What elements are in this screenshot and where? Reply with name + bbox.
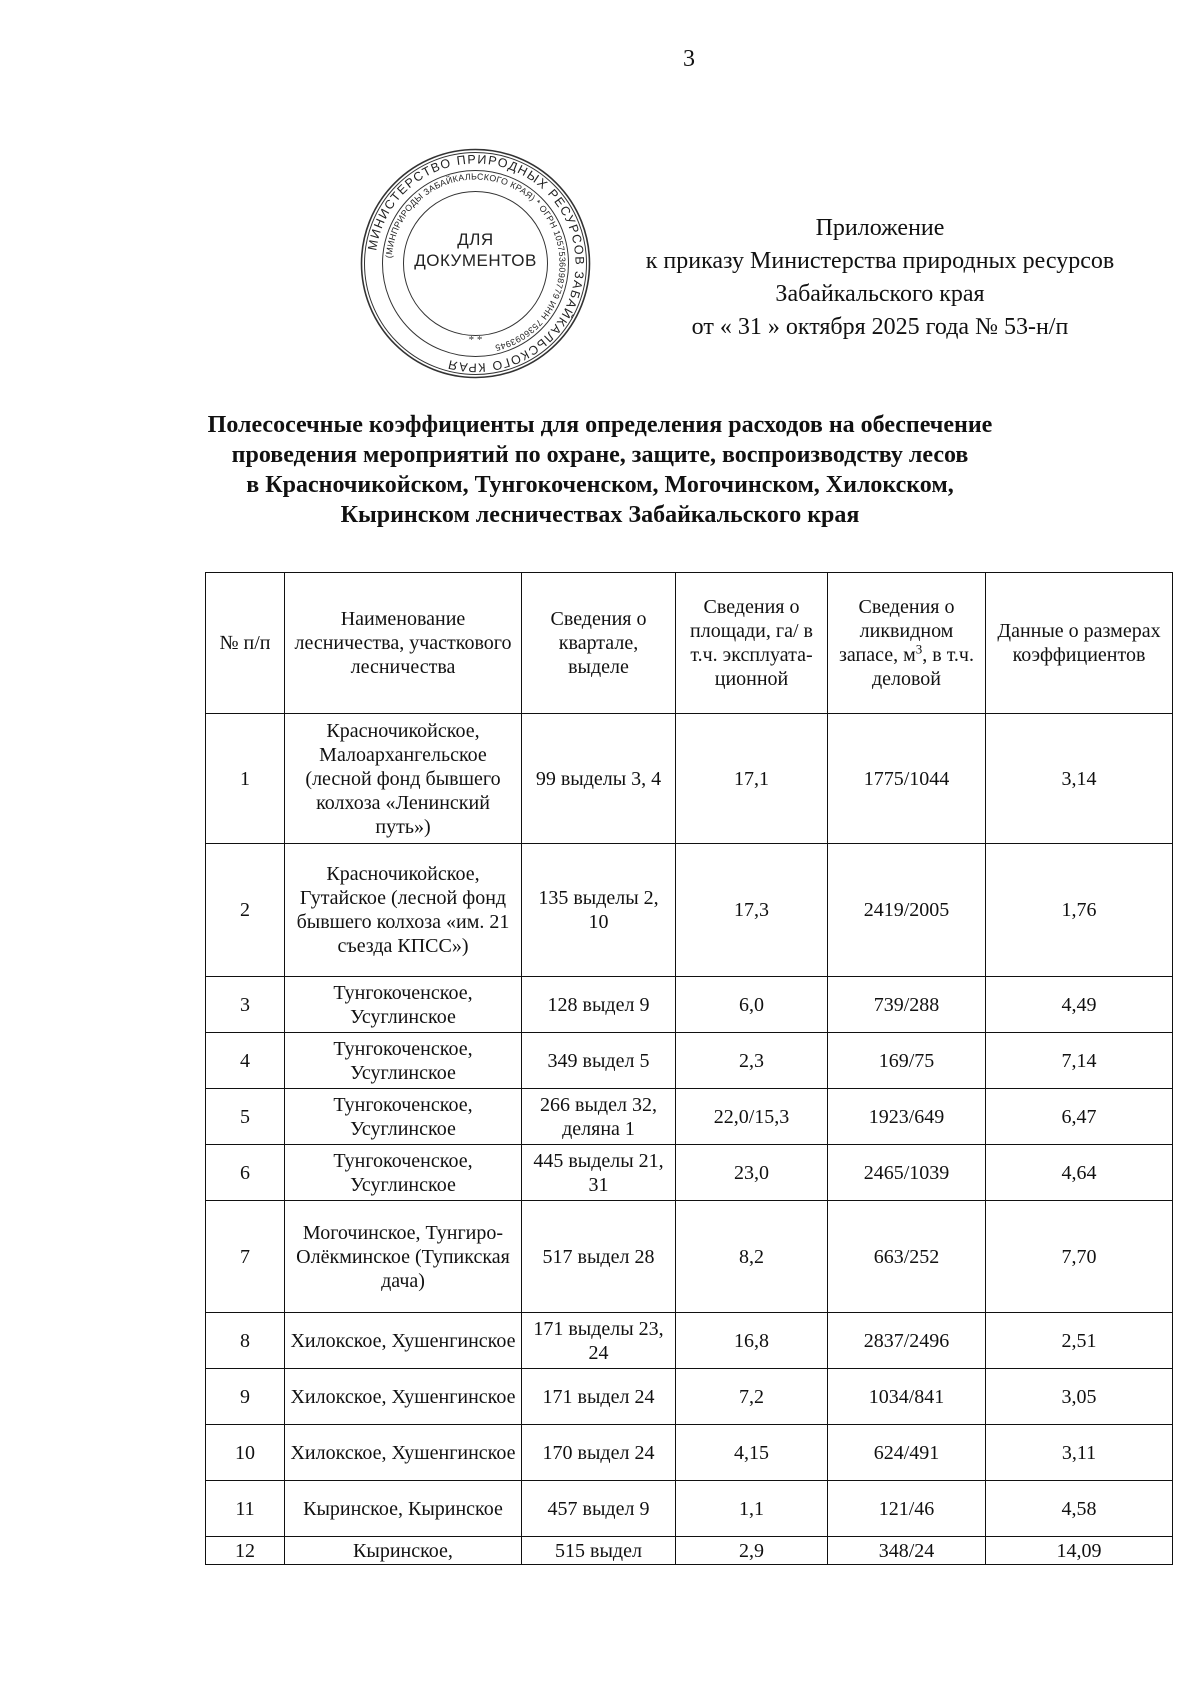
- table-row: [206, 1425, 1173, 1481]
- cell-no: 6: [206, 1145, 285, 1201]
- cell-name: Тунгокоченское, Усуглинское: [285, 1145, 522, 1201]
- cell-stock: 2837/2496: [828, 1313, 986, 1369]
- cell-no: 12: [206, 1537, 285, 1565]
- cell-stock: 2419/2005: [828, 844, 986, 977]
- header-block: Сведения о квартале, выделе: [522, 573, 676, 714]
- cell-name: Тунгокоченское, Усуглинское: [285, 1033, 522, 1089]
- cell-coef: 7,14: [986, 1033, 1173, 1089]
- table-row: [206, 1313, 1173, 1369]
- cell-area: 17,3: [676, 844, 828, 977]
- seal-center-line1: ДЛЯ: [457, 230, 494, 249]
- table-row: [206, 1089, 1173, 1145]
- cell-block: 445 выделы 21, 31: [522, 1145, 676, 1201]
- table-row: [206, 844, 1173, 977]
- cell-coef: 4,58: [986, 1481, 1173, 1537]
- appendix-line-1: Приложение: [815, 215, 945, 241]
- seal-inner-text: (МИНПРИРОДЫ ЗАБАЙКАЛЬСКОГО КРАЯ) * ОГРН 1057536098779 ИНН 7536093945: [383, 171, 568, 354]
- cell-stock: 1923/649: [828, 1089, 986, 1145]
- cell-block: 170 выдел 24: [522, 1425, 676, 1481]
- header-stock: [828, 573, 986, 714]
- table-header-row: [206, 573, 1173, 714]
- cell-area: 2,3: [676, 1033, 828, 1089]
- cell-stock: 121/46: [828, 1481, 986, 1537]
- cell-coef: 6,47: [986, 1089, 1173, 1145]
- seal-center: [358, 229, 593, 271]
- header-area: Сведения о площади, га/ в т.ч. эксплуата-ционной: [676, 573, 828, 714]
- cell-block: 171 выделы 23, 24: [522, 1313, 676, 1369]
- cell-coef: 7,70: [986, 1201, 1173, 1313]
- cell-stock: 624/491: [828, 1425, 986, 1481]
- appendix-header: [580, 212, 1180, 344]
- document-title: [200, 410, 1000, 530]
- cell-name: Кыринское, Кыринское: [285, 1481, 522, 1537]
- cell-coef: 3,14: [986, 714, 1173, 844]
- cell-no: 3: [206, 977, 285, 1033]
- cell-no: 2: [206, 844, 285, 977]
- cell-area: 22,0/15,3: [676, 1089, 828, 1145]
- cell-coef: 3,11: [986, 1425, 1173, 1481]
- cell-block: 515 выдел: [522, 1537, 676, 1565]
- cell-name: Красночикойское, Гутайское (лесной фонд бывшего колхоза «им. 21 съезда КПСС»): [285, 844, 522, 977]
- cell-stock: 1034/841: [828, 1369, 986, 1425]
- cell-block: 171 выдел 24: [522, 1369, 676, 1425]
- cell-area: 23,0: [676, 1145, 828, 1201]
- cell-name: Кыринское,: [285, 1537, 522, 1565]
- cell-no: 7: [206, 1201, 285, 1313]
- cell-area: 8,2: [676, 1201, 828, 1313]
- title-line-1: Полесосечные коэффициенты для определения расходов на обеспечение: [207, 412, 993, 438]
- cell-area: 2,9: [676, 1537, 828, 1565]
- appendix-line-3: Забайкальского края: [775, 281, 985, 307]
- cell-no: 10: [206, 1425, 285, 1481]
- cell-name: Тунгокоченское, Усуглинское: [285, 977, 522, 1033]
- header-stock-suffix: , в т.ч. деловой: [871, 644, 974, 690]
- cell-block: 135 выделы 2, 10: [522, 844, 676, 977]
- cell-no: 4: [206, 1033, 285, 1089]
- table-row: [206, 1033, 1173, 1089]
- cell-name: Хилокское, Хушенгинское: [285, 1425, 522, 1481]
- cell-stock: 1775/1044: [828, 714, 986, 844]
- appendix-line-4: от « 31 » октября 2025 года № 53-н/п: [691, 314, 1069, 340]
- cell-coef: 4,64: [986, 1145, 1173, 1201]
- cell-stock: 169/75: [828, 1033, 986, 1089]
- cell-name: Хилокское, Хушенгинское: [285, 1369, 522, 1425]
- coefficients-table: [205, 572, 1173, 1565]
- cell-no: 9: [206, 1369, 285, 1425]
- cell-block: 266 выдел 32, деляна 1: [522, 1089, 676, 1145]
- cell-no: 8: [206, 1313, 285, 1369]
- title-line-2: проведения мероприятий по охране, защите, воспроизводству лесов: [231, 442, 969, 468]
- cell-name: Могочинское, Тунгиро-Олёкминское (Тупикская дача): [285, 1201, 522, 1313]
- cell-block: 99 выделы 3, 4: [522, 714, 676, 844]
- table-row: [206, 714, 1173, 844]
- table-row: [206, 1369, 1173, 1425]
- cell-name: Хилокское, Хушенгинское: [285, 1313, 522, 1369]
- header-no: № п/п: [206, 573, 285, 714]
- cell-coef: 3,05: [986, 1369, 1173, 1425]
- cell-area: 4,15: [676, 1425, 828, 1481]
- cell-stock: 739/288: [828, 977, 986, 1033]
- cell-block: 457 выдел 9: [522, 1481, 676, 1537]
- cell-no: 5: [206, 1089, 285, 1145]
- title-line-3: в Красночикойском, Тунгокоченском, Могочинском, Хилокском,: [246, 472, 954, 498]
- cell-block: 517 выдел 28: [522, 1201, 676, 1313]
- seal-center-line2: ДОКУМЕНТОВ: [414, 251, 537, 270]
- cell-name: Красночикойское, Малоархангельское (лесной фонд бывшего колхоза «Ленинский путь»): [285, 714, 522, 844]
- table-row: [206, 1145, 1173, 1201]
- table-row: [206, 1201, 1173, 1313]
- cell-stock: 2465/1039: [828, 1145, 986, 1201]
- cell-area: 17,1: [676, 714, 828, 844]
- cell-coef: 2,51: [986, 1313, 1173, 1369]
- seal-ring-text: МИНИСТЕРСТВО ПРИРОДНЫХ РЕСУРСОВ ЗАБАЙКАЛЬСКОГО КРАЯ: [365, 152, 587, 375]
- page-number: 3: [683, 46, 695, 72]
- cell-stock: 348/24: [828, 1537, 986, 1565]
- header-stock-prefix: Сведения о ликвидном запасе, м: [839, 596, 955, 666]
- table-row: [206, 977, 1173, 1033]
- title-line-4: Кыринском лесничествах Забайкальского края: [340, 502, 860, 528]
- cell-area: 16,8: [676, 1313, 828, 1369]
- official-seal: [358, 146, 593, 381]
- header-coef: Данные о размерах коэффициентов: [986, 573, 1173, 714]
- table-row: [206, 1537, 1173, 1565]
- table-row: [206, 1481, 1173, 1537]
- cell-coef: 4,49: [986, 977, 1173, 1033]
- cell-area: 1,1: [676, 1481, 828, 1537]
- cell-coef: 1,76: [986, 844, 1173, 977]
- appendix-line-2: к приказу Министерства природных ресурсов: [645, 248, 1115, 274]
- cell-no: 1: [206, 714, 285, 844]
- header-name: Наименование лесничества, участкового лесничества: [285, 573, 522, 714]
- cell-block: 349 выдел 5: [522, 1033, 676, 1089]
- cell-block: 128 выдел 9: [522, 977, 676, 1033]
- cell-area: 7,2: [676, 1369, 828, 1425]
- seal-star-icon: * *: [468, 334, 483, 346]
- cell-coef: 14,09: [986, 1537, 1173, 1565]
- header-stock-sup: 3: [915, 641, 923, 657]
- cell-stock: 663/252: [828, 1201, 986, 1313]
- cell-name: Тунгокоченское, Усуглинское: [285, 1089, 522, 1145]
- cell-area: 6,0: [676, 977, 828, 1033]
- cell-no: 11: [206, 1481, 285, 1537]
